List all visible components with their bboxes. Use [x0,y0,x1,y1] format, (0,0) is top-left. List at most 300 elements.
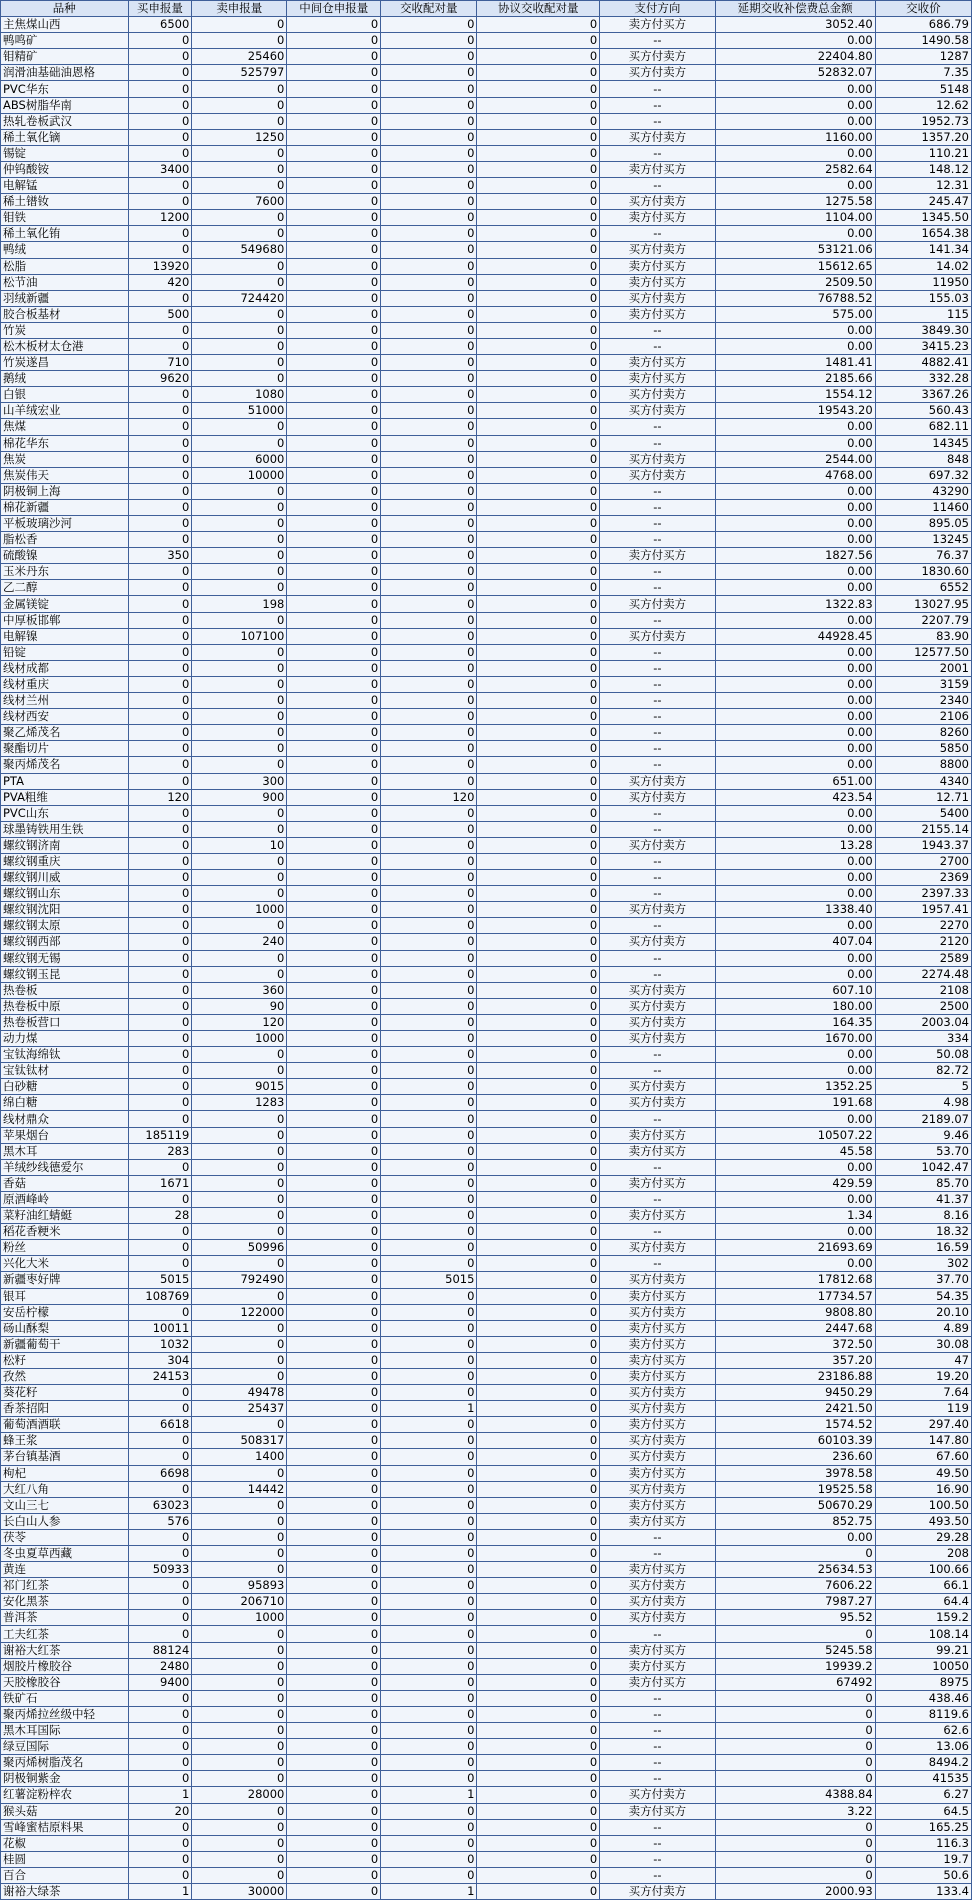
cell-variety: 阴极铜紫金 [1,1771,129,1787]
cell-matched: 0 [381,934,477,950]
cell-agreement: 0 [477,97,600,113]
table-row [1,322,972,338]
cell-buy: 500 [128,306,192,322]
cell-agreement: 0 [477,902,600,918]
cell-price: 2001 [875,660,971,676]
cell-direction: 卖方付买方 [600,1658,716,1674]
cell-buy: 0 [128,467,192,483]
cell-direction: -- [600,1851,716,1867]
cell-variety: 松脂 [1,258,129,274]
table-row [1,145,972,161]
cell-buy: 1200 [128,210,192,226]
cell-compensation: 67492 [715,1674,875,1690]
cell-matched: 0 [381,1256,477,1272]
table-row [1,355,972,371]
cell-variety: 乙二醇 [1,580,129,596]
cell-matched: 0 [381,210,477,226]
cell-direction: -- [600,966,716,982]
table-row [1,918,972,934]
cell-agreement: 0 [477,1320,600,1336]
cell-middle: 0 [287,1433,381,1449]
table-row [1,789,972,805]
cell-price: 334 [875,1031,971,1047]
cell-sell: 724420 [192,290,287,306]
cell-variety: 锡锭 [1,145,129,161]
cell-price: 2189.07 [875,1111,971,1127]
table-row [1,1256,972,1272]
cell-compensation: 23186.88 [715,1368,875,1384]
cell-middle: 0 [287,1079,381,1095]
cell-compensation: 0.00 [715,870,875,886]
cell-buy: 0 [128,338,192,354]
table-row [1,982,972,998]
table-row [1,49,972,65]
cell-compensation: 9450.29 [715,1385,875,1401]
cell-compensation: 0.00 [715,1047,875,1063]
cell-buy: 108769 [128,1288,192,1304]
cell-buy: 0 [128,596,192,612]
cell-compensation: 1827.56 [715,548,875,564]
table-row [1,1529,972,1545]
cell-sell: 1080 [192,387,287,403]
cell-direction: -- [600,1835,716,1851]
cell-price: 208 [875,1546,971,1562]
cell-middle: 0 [287,1127,381,1143]
cell-buy: 0 [128,1063,192,1079]
cell-direction: 买方付卖方 [600,628,716,644]
cell-sell: 107100 [192,628,287,644]
cell-variety: 工夫红茶 [1,1626,129,1642]
cell-direction: 卖方付买方 [600,1642,716,1658]
cell-sell: 0 [192,1047,287,1063]
cell-middle: 0 [287,1336,381,1352]
cell-price: 2207.79 [875,612,971,628]
cell-direction: -- [600,1706,716,1722]
cell-sell: 0 [192,1867,287,1883]
table-row [1,1835,972,1851]
cell-buy: 0 [128,886,192,902]
cell-buy: 0 [128,1095,192,1111]
table-row [1,1883,972,1899]
cell-sell: 14442 [192,1481,287,1497]
cell-compensation: 0.00 [715,81,875,97]
cell-matched: 1 [381,1401,477,1417]
cell-agreement: 0 [477,81,600,97]
cell-middle: 0 [287,1417,381,1433]
cell-compensation: 52832.07 [715,65,875,81]
cell-buy: 0 [128,693,192,709]
cell-variety: 桂圆 [1,1851,129,1867]
cell-variety: 脂松香 [1,532,129,548]
cell-price: 5850 [875,741,971,757]
cell-matched: 0 [381,902,477,918]
cell-middle: 0 [287,1385,381,1401]
table-row [1,1562,972,1578]
cell-middle: 0 [287,757,381,773]
cell-middle: 0 [287,1739,381,1755]
cell-matched: 0 [381,49,477,65]
cell-sell: 0 [192,1159,287,1175]
table-row [1,596,972,612]
cell-agreement: 0 [477,1594,600,1610]
table-row [1,1224,972,1240]
cell-variety: 主焦煤山西 [1,17,129,33]
cell-sell: 0 [192,1690,287,1706]
cell-matched: 0 [381,290,477,306]
cell-price: 2589 [875,950,971,966]
cell-direction: -- [600,741,716,757]
cell-sell: 0 [192,548,287,564]
cell-direction: -- [600,644,716,660]
cell-variety: 热轧卷板武汉 [1,113,129,129]
cell-buy: 0 [128,178,192,194]
cell-price: 5148 [875,81,971,97]
table-row [1,1771,972,1787]
cell-buy: 6500 [128,17,192,33]
cell-buy: 0 [128,1224,192,1240]
cell-middle: 0 [287,161,381,177]
cell-buy: 0 [128,725,192,741]
cell-direction: 买方付卖方 [600,1433,716,1449]
cell-variety: 大红八角 [1,1481,129,1497]
cell-matched: 0 [381,1771,477,1787]
cell-matched: 0 [381,226,477,242]
col-header-agreement-matched: 协议交收配对量 [477,1,600,17]
cell-middle: 0 [287,1240,381,1256]
cell-agreement: 0 [477,1626,600,1642]
cell-middle: 0 [287,1610,381,1626]
cell-buy: 0 [128,1546,192,1562]
cell-agreement: 0 [477,1610,600,1626]
cell-direction: 买方付卖方 [600,129,716,145]
cell-middle: 0 [287,113,381,129]
cell-sell: 0 [192,210,287,226]
cell-middle: 0 [287,580,381,596]
cell-matched: 0 [381,306,477,322]
cell-variety: 银耳 [1,1288,129,1304]
cell-variety: 螺纹钢沈阳 [1,902,129,918]
cell-agreement: 0 [477,435,600,451]
cell-matched: 0 [381,870,477,886]
cell-price: 66.1 [875,1578,971,1594]
cell-variety: 天胶橡胶谷 [1,1674,129,1690]
cell-matched: 0 [381,145,477,161]
cell-agreement: 0 [477,612,600,628]
cell-direction: 卖方付买方 [600,161,716,177]
cell-middle: 0 [287,821,381,837]
cell-compensation: 76788.52 [715,290,875,306]
cell-compensation: 0.00 [715,1111,875,1127]
cell-compensation: 407.04 [715,934,875,950]
cell-sell: 360 [192,982,287,998]
table-row [1,886,972,902]
cell-variety: 黑木耳国际 [1,1723,129,1739]
cell-buy: 0 [128,1047,192,1063]
cell-compensation: 0.00 [715,709,875,725]
cell-direction: -- [600,145,716,161]
cell-variety: 谢裕大红茶 [1,1642,129,1658]
cell-buy: 0 [128,998,192,1014]
table-row [1,1304,972,1320]
cell-agreement: 0 [477,982,600,998]
cell-price: 19.20 [875,1368,971,1384]
cell-buy: 710 [128,355,192,371]
cell-direction: -- [600,1063,716,1079]
cell-matched: 0 [381,1208,477,1224]
cell-price: 30.08 [875,1336,971,1352]
cell-direction: 买方付卖方 [600,1385,716,1401]
cell-buy: 0 [128,516,192,532]
cell-compensation: 3978.58 [715,1465,875,1481]
cell-agreement: 0 [477,226,600,242]
cell-price: 110.21 [875,145,971,161]
cell-matched: 0 [381,1191,477,1207]
cell-compensation: 2447.68 [715,1320,875,1336]
cell-variety: 焦炭 [1,451,129,467]
cell-matched: 0 [381,1706,477,1722]
cell-buy: 0 [128,1578,192,1594]
cell-compensation: 164.35 [715,1014,875,1030]
cell-compensation: 7987.27 [715,1594,875,1610]
cell-buy: 0 [128,918,192,934]
cell-price: 2700 [875,853,971,869]
cell-direction: -- [600,1256,716,1272]
cell-sell: 0 [192,950,287,966]
cell-buy: 0 [128,1031,192,1047]
cell-price: 2270 [875,918,971,934]
cell-variety: 宝钛海绵钛 [1,1047,129,1063]
cell-buy: 0 [128,1739,192,1755]
cell-compensation: 4768.00 [715,467,875,483]
cell-sell: 508317 [192,1433,287,1449]
cell-direction: -- [600,821,716,837]
cell-buy: 0 [128,1819,192,1835]
cell-price: 108.14 [875,1626,971,1642]
cell-matched: 0 [381,1352,477,1368]
cell-variety: PVA粗维 [1,789,129,805]
cell-agreement: 0 [477,274,600,290]
cell-middle: 0 [287,773,381,789]
cell-agreement: 0 [477,1739,600,1755]
cell-agreement: 0 [477,789,600,805]
cell-matched: 120 [381,789,477,805]
cell-buy: 0 [128,1771,192,1787]
cell-sell: 0 [192,660,287,676]
cell-middle: 0 [287,33,381,49]
cell-sell: 0 [192,1546,287,1562]
cell-middle: 0 [287,1111,381,1127]
cell-matched: 0 [381,918,477,934]
cell-direction: -- [600,1867,716,1883]
cell-sell: 0 [192,113,287,129]
table-body [1,17,972,1900]
cell-agreement: 0 [477,113,600,129]
cell-matched: 0 [381,1497,477,1513]
cell-sell: 0 [192,1497,287,1513]
cell-compensation: 0.00 [715,757,875,773]
cell-compensation: 2421.50 [715,1401,875,1417]
cell-variety: 螺纹钢西部 [1,934,129,950]
table-row [1,403,972,419]
cell-buy: 5015 [128,1272,192,1288]
cell-agreement: 0 [477,1240,600,1256]
cell-price: 47 [875,1352,971,1368]
cell-agreement: 0 [477,693,600,709]
cell-matched: 0 [381,499,477,515]
cell-direction: 买方付卖方 [600,1095,716,1111]
cell-buy: 0 [128,853,192,869]
cell-variety: 香茶招阳 [1,1401,129,1417]
cell-price: 697.32 [875,467,971,483]
cell-direction: -- [600,757,716,773]
cell-middle: 0 [287,1320,381,1336]
cell-compensation: 0 [715,1739,875,1755]
cell-middle: 0 [287,467,381,483]
cell-compensation: 53121.06 [715,242,875,258]
cell-variety: 润滑油基础油恩格 [1,65,129,81]
cell-matched: 0 [381,998,477,1014]
cell-sell: 0 [192,178,287,194]
cell-sell: 0 [192,564,287,580]
table-row [1,306,972,322]
cell-middle: 0 [287,306,381,322]
cell-price: 43290 [875,483,971,499]
cell-price: 297.40 [875,1417,971,1433]
cell-variety: 球墨铸铁用生铁 [1,821,129,837]
table-row [1,1465,972,1481]
cell-agreement: 0 [477,596,600,612]
cell-direction: 买方付卖方 [600,290,716,306]
cell-direction: 卖方付买方 [600,1127,716,1143]
cell-sell: 0 [192,1835,287,1851]
cell-matched: 0 [381,628,477,644]
cell-variety: 安岳柠檬 [1,1304,129,1320]
cell-middle: 0 [287,1465,381,1481]
cell-agreement: 0 [477,194,600,210]
cell-compensation: 25634.53 [715,1562,875,1578]
cell-middle: 0 [287,1771,381,1787]
cell-price: 1345.50 [875,210,971,226]
cell-price: 5 [875,1079,971,1095]
cell-sell: 0 [192,612,287,628]
cell-middle: 0 [287,1626,381,1642]
cell-price: 3849.30 [875,322,971,338]
cell-matched: 0 [381,1224,477,1240]
cell-matched: 1 [381,1787,477,1803]
cell-direction: 买方付卖方 [600,596,716,612]
cell-buy: 0 [128,870,192,886]
cell-matched: 0 [381,65,477,81]
cell-buy: 0 [128,1706,192,1722]
cell-variety: 菜籽油红蜻蜓 [1,1208,129,1224]
cell-direction: -- [600,113,716,129]
cell-matched: 0 [381,322,477,338]
cell-agreement: 0 [477,355,600,371]
cell-variety: 百合 [1,1867,129,1883]
cell-sell: 0 [192,1529,287,1545]
cell-middle: 0 [287,1578,381,1594]
cell-agreement: 0 [477,178,600,194]
cell-sell: 1000 [192,1031,287,1047]
cell-buy: 0 [128,902,192,918]
cell-middle: 0 [287,1867,381,1883]
table-row [1,1111,972,1127]
cell-middle: 0 [287,741,381,757]
cell-middle: 0 [287,1562,381,1578]
cell-buy: 0 [128,821,192,837]
cell-matched: 0 [381,33,477,49]
cell-agreement: 0 [477,451,600,467]
cell-agreement: 0 [477,805,600,821]
cell-middle: 0 [287,516,381,532]
cell-buy: 0 [128,1449,192,1465]
cell-compensation: 2544.00 [715,451,875,467]
table-row [1,725,972,741]
cell-sell: 95893 [192,1578,287,1594]
cell-price: 686.79 [875,17,971,33]
cell-variety: 电解镍 [1,628,129,644]
table-row [1,1497,972,1513]
cell-buy: 0 [128,451,192,467]
cell-variety: 稀土镨钕 [1,194,129,210]
cell-buy: 0 [128,1240,192,1256]
cell-agreement: 0 [477,966,600,982]
cell-compensation: 0.00 [715,966,875,982]
table-row [1,1674,972,1690]
table-row [1,837,972,853]
cell-sell: 0 [192,1175,287,1191]
cell-matched: 0 [381,676,477,692]
cell-price: 8975 [875,1674,971,1690]
cell-matched: 0 [381,564,477,580]
cell-sell: 0 [192,1642,287,1658]
cell-price: 302 [875,1256,971,1272]
cell-variety: 钼精矿 [1,49,129,65]
cell-sell: 0 [192,516,287,532]
cell-sell: 25437 [192,1401,287,1417]
cell-buy: 0 [128,129,192,145]
cell-compensation: 1322.83 [715,596,875,612]
cell-direction: -- [600,709,716,725]
col-header-variety: 品种 [1,1,129,17]
cell-sell: 0 [192,306,287,322]
cell-buy: 0 [128,1835,192,1851]
cell-buy: 0 [128,113,192,129]
table-row [1,467,972,483]
table-row [1,435,972,451]
cell-compensation: 0 [715,1690,875,1706]
cell-direction: -- [600,1819,716,1835]
cell-middle: 0 [287,129,381,145]
cell-price: 148.12 [875,161,971,177]
cell-variety: 线材成都 [1,660,129,676]
cell-agreement: 0 [477,419,600,435]
table-row [1,113,972,129]
cell-price: 83.90 [875,628,971,644]
cell-price: 119 [875,1401,971,1417]
cell-matched: 0 [381,1111,477,1127]
cell-compensation: 13.28 [715,837,875,853]
cell-compensation: 15612.65 [715,258,875,274]
cell-compensation: 0.00 [715,435,875,451]
cell-buy: 0 [128,1111,192,1127]
cell-price: 6552 [875,580,971,596]
cell-middle: 0 [287,1642,381,1658]
cell-variety: 线材鼎众 [1,1111,129,1127]
cell-agreement: 0 [477,1883,600,1899]
cell-agreement: 0 [477,129,600,145]
cell-sell: 0 [192,644,287,660]
